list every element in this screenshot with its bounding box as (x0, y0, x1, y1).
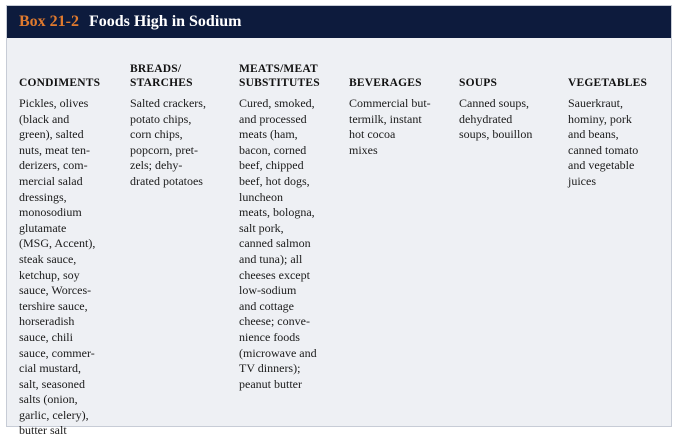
column-heading: MEATS/MEAT SUBSTITUTES (239, 63, 320, 89)
column-soups (459, 56, 567, 143)
column-heading: VEGETABLES (568, 77, 648, 89)
column-vegetables (568, 56, 670, 190)
column-text: Sauerkraut, hominy, pork and beans, canned tomato and vegetable juices (568, 96, 639, 188)
column-text: Pickles, olives (black and green), salted nuts, meat ten- derizers, com- mercial salad dressings, monosodium glutamate (MSG, Accent), steak sauce, ketchup, soy sauce, Worces- tershire sauce, horseradish sauce, chili sauce, commer- cial mustard, salt, seasoned salts (onion, garlic, celery), butter salt (19, 96, 96, 438)
column-heading: BEVERAGES (349, 77, 422, 89)
column-text: Commercial but- termilk, instant hot cocoa mixes (349, 96, 431, 157)
box-header (7, 6, 671, 38)
column-heading: BREADS/ STARCHES (130, 63, 193, 89)
column-text: Canned soups, dehydrated soups, bouillon (459, 96, 533, 142)
column-text: Salted crackers, potato chips, corn chips, popcorn, pret- zels; dehy- drated potatoes (130, 96, 206, 188)
sodium-box (6, 5, 672, 438)
column-breads-starches (130, 56, 238, 190)
column-beverages (349, 56, 457, 158)
column-heading: CONDIMENTS (19, 77, 101, 89)
column-text: Cured, smoked, and processed meats (ham, bacon, corned beef, chipped beef, hot dogs, luncheon meats, bologna, salt pork, canned salmon and tuna); all cheeses except low-sodium and cottage cheese; conve- nience foods (microwave and TV dinners); peanut butter (239, 96, 317, 391)
box-title: Foods High in Sodium (89, 13, 242, 30)
column-meats (239, 56, 347, 392)
column-heading: SOUPS (459, 77, 498, 89)
column-condiments (19, 56, 129, 439)
box-label: Box 21-2 (19, 13, 79, 30)
